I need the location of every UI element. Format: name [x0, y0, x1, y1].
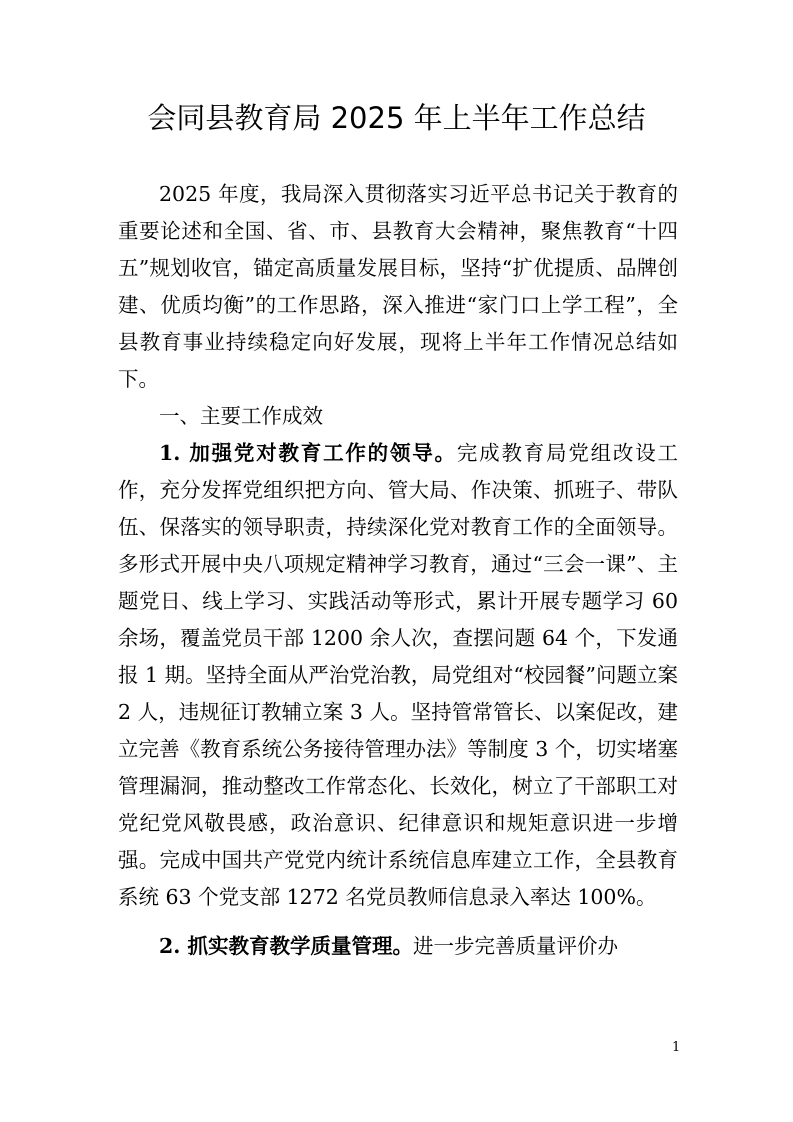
intro-paragraph: 2025 年度，我局深入贯彻落实习近平总书记关于教育的重要论述和全国、省、市、县教育大会精神，聚焦教育“十四五”规划收官，锚定高质量发展目标，坚持“扩优提质、品牌创建、优质均衡”的工作思路，深入推进“家门口上学工程”，全县教育事业持续稳定向好发展，现将上半年工作情况总结如下。 [118, 182, 678, 391]
item-1-paragraph [118, 435, 678, 916]
item-1-text: 完成教育局党组改设工作，充分发挥党组织把方向、管大局、作决策、抓班子、带队伍、保落实的领导职责，持续深化党对教育工作的全面领导。多形式开展中央八项规定精神学习教育，通过“三会一课”、主题党日、线上学习、实践活动等形式，累计开展专题学习 60 余场，覆盖党员干部 1200 余人次，查摆问题 64 个，下发通报 1 期。坚持全面从严治党治教，局党组对“校园餐”问题立案 2 人，违规征订教辅立案 3 人。坚持管常管长、以案促改，建立完善《教育系统公务接待管理办法》等制度 3 个，切实堵塞管理漏洞，推动整改工作常态化、长效化，树立了干部职工对党纪党风敬畏感，政治意识、纪律意识和规矩意识进一步增强。完成中国共产党党内统计系统信息库建立工作，全县教育系统 63 个党支部 1272 名党员教师信息录入率达 100%。 [118, 441, 678, 909]
item-2-paragraph [118, 928, 678, 965]
document-title: 会同县教育局 2025 年上半年工作总结 [147, 101, 646, 135]
document-body [118, 176, 678, 965]
section-heading-main-achievements: 一、主要工作成效 [159, 404, 323, 428]
item-1-lead: 1. 加强党对教育工作的领导。 [159, 441, 457, 465]
item-2-lead: 2. 抓实教育教学质量管理。 [159, 934, 414, 958]
item-2-text: 进一步完善质量评价办 [413, 934, 619, 958]
page-number: 1 [672, 1040, 681, 1055]
